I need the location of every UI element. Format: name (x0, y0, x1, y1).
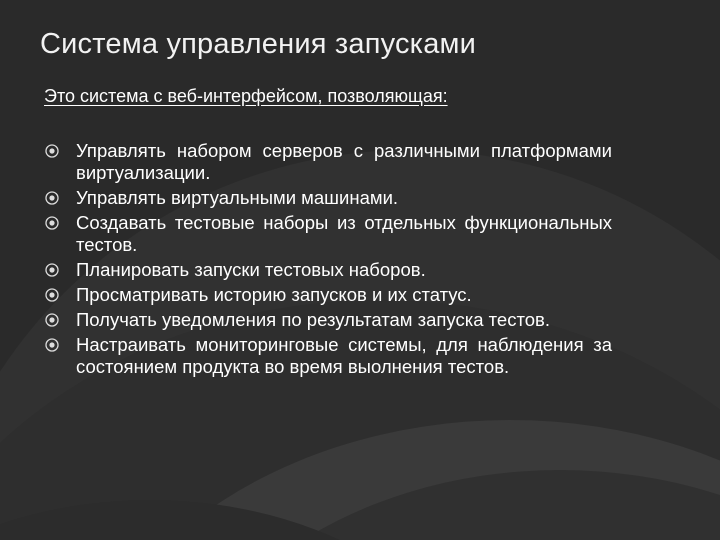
circled-dot-icon (45, 216, 59, 230)
bullet-item (44, 309, 612, 331)
circled-dot-icon (45, 313, 59, 327)
slide-subtitle: Это система с веб-интерфейсом, позволяющая: (44, 86, 448, 106)
slide-title: Система управления запусками (40, 28, 477, 60)
circled-dot-icon (45, 144, 59, 158)
bullet-text: Управлять виртуальными машинами. (76, 187, 399, 208)
bullet-item (44, 284, 612, 306)
bullet-text: Настраивать мониторинговые системы, для наблюдения за состоянием продукта во время выолнения тестов. (76, 334, 612, 377)
bullet-text: Управлять набором серверов с различными платформами виртуализации. (76, 140, 612, 183)
bullet-list (44, 140, 612, 381)
bullet-item (44, 259, 612, 281)
bullet-text: Просматривать историю запусков и их статус. (76, 284, 472, 305)
bullet-item (44, 334, 612, 378)
bullet-item (44, 140, 612, 184)
circled-dot-icon (45, 263, 59, 277)
bullet-item (44, 212, 612, 256)
circled-dot-icon (45, 288, 59, 302)
circled-dot-icon (45, 191, 59, 205)
bullet-text: Планировать запуски тестовых наборов. (76, 259, 426, 280)
bullet-text: Получать уведомления по результатам запуска тестов. (76, 309, 550, 330)
circled-dot-icon (45, 338, 59, 352)
bullet-text: Создавать тестовые наборы из отдельных функциональных тестов. (76, 212, 612, 255)
bullet-item (44, 187, 612, 209)
